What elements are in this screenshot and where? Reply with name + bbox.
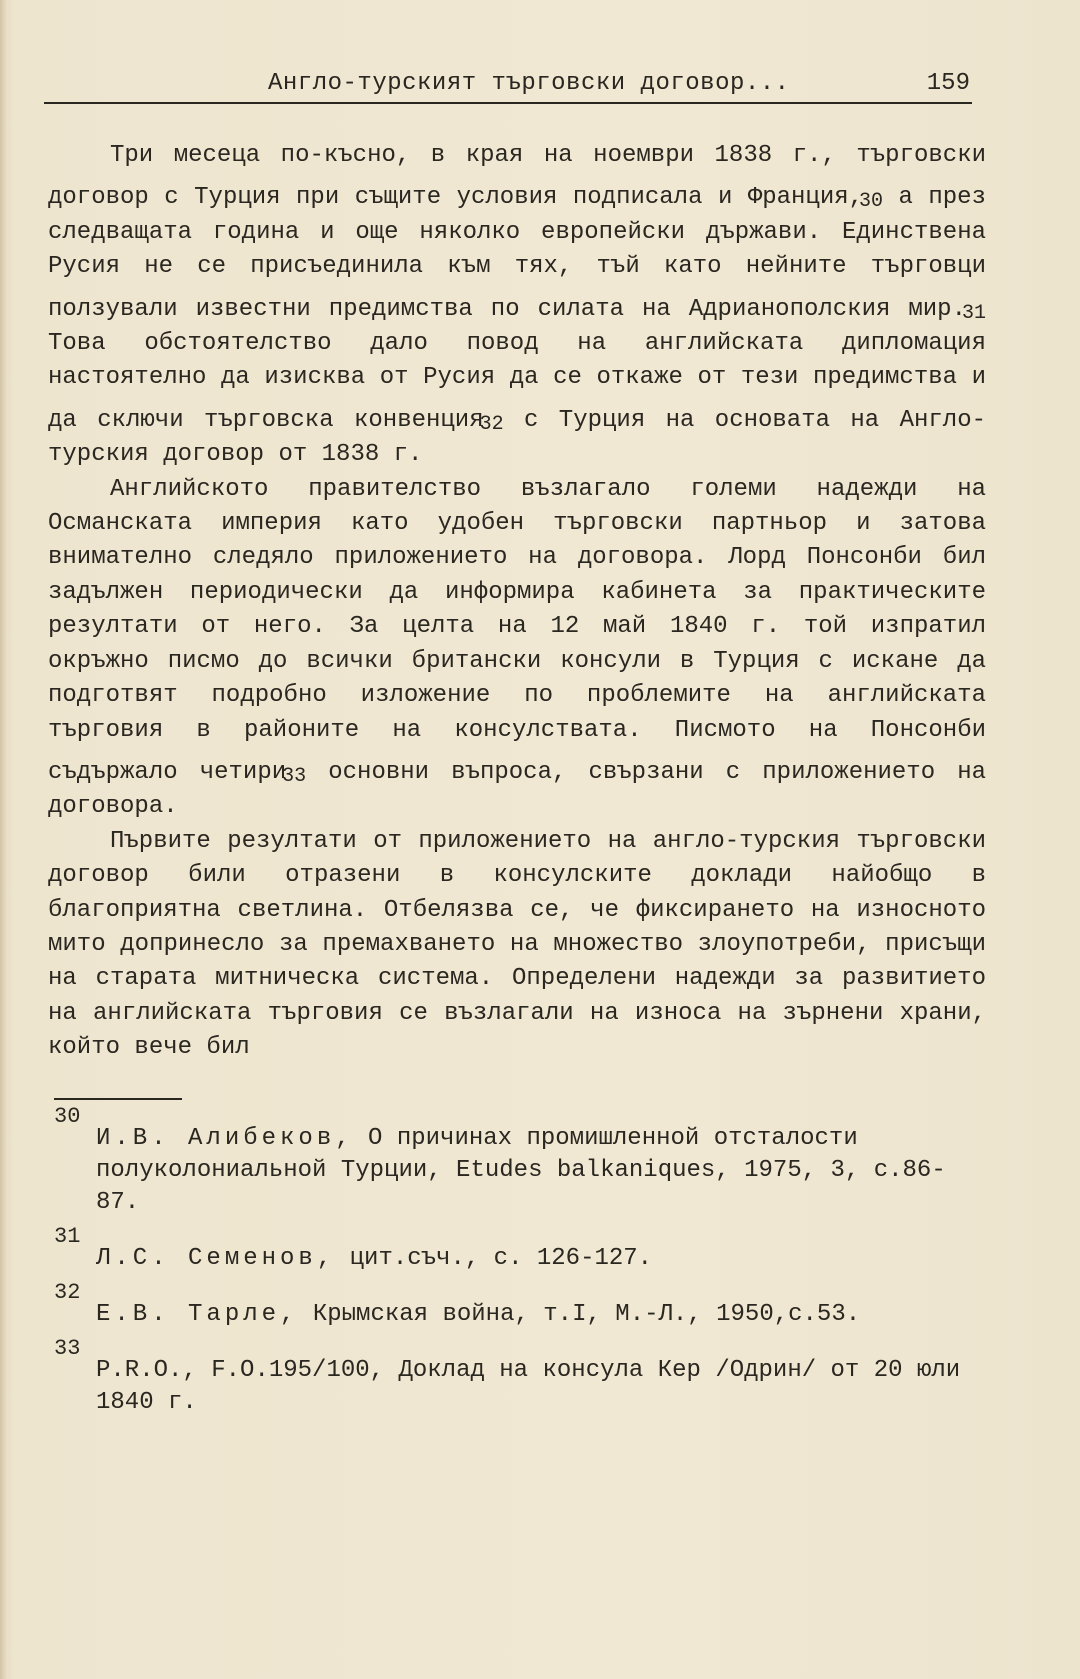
footnote-text <box>54 1243 974 1275</box>
footnote-author: Л.С. Семенов, <box>96 1245 336 1272</box>
text-run: Това обстоятелство дало повод на английската дипломация настоятелно да изисква от Русия да се откаже от тези предимства и да сключи търговска конвенция <box>48 330 986 434</box>
body-text <box>48 139 986 1066</box>
paragraph <box>48 139 986 473</box>
text-run: а през следващата година и още няколко европейски държави. Единствена Русия не се присъединила към тях, тъй като нейните търговци ползували известни предимства по силата на Адрианополския мир. <box>48 184 986 323</box>
footnote-divider <box>54 1098 182 1100</box>
running-title: Англо-турският търговски договор... <box>268 70 790 97</box>
footnote <box>54 1281 974 1331</box>
text-run: Първите резултати от приложението на англо-турския търговски договор били отразени в консулските доклади найобщо в благоприятна светлина. Отбелязва се, че фиксирането на износното мито допринесло за премахването на множество злоупотреби, присъщи на старата митническа система. Определени надежди за развитието на английската търговия се възлагали на износа на зърнени храни, който вече бил <box>48 827 986 1062</box>
text-run: с Турция на основата на Англо-турския договор от 1838 г. <box>48 406 986 469</box>
footnote-text <box>54 1123 974 1219</box>
page-header <box>44 68 972 104</box>
footnote-text <box>54 1299 974 1331</box>
footnote-ref: 31 <box>961 301 986 325</box>
footnote-number: 32 <box>54 1280 81 1305</box>
footnote-author: Е.В. Тарле, <box>96 1301 299 1328</box>
footnote-body: Крымская война, т.I, М.-Л., 1950,с.53. <box>298 1301 861 1328</box>
footnote-number: 33 <box>54 1336 81 1361</box>
footnote-number: 31 <box>54 1224 81 1249</box>
footnote-author: P.R.O., <box>96 1357 197 1384</box>
footnote-ref: 32 <box>479 412 504 436</box>
page-number: 159 <box>926 70 970 97</box>
footnote-author: И.В. Алибеков, <box>96 1125 354 1152</box>
footnote <box>54 1105 974 1219</box>
footnote-body: F.O.195/100, Доклад на консула Кер /Одрин/ от 20 юли 1840 г. <box>96 1357 961 1416</box>
paragraph <box>48 825 986 1066</box>
page-edge-shadow <box>0 0 6 1679</box>
paragraph <box>48 473 986 825</box>
footnote-body: цит.съч., с. 126-127. <box>335 1245 653 1272</box>
text-run: основни въпроса, свързани с приложението на договора. <box>48 758 987 821</box>
footnotes <box>54 1105 974 1425</box>
text-run: Три месеца по-късно, в края на ноември 1838 г., търговски договор с Турция при същите условия подписала и Франция, <box>48 142 986 212</box>
footnote-text <box>54 1355 974 1419</box>
footnote-ref: 33 <box>282 764 307 788</box>
footnote-body: О причинах промишленной отсталости полуколониальной Турции, Etudes balkaniques, 1975, 3, с.86-87. <box>96 1125 946 1216</box>
footnote <box>54 1225 974 1275</box>
footnote <box>54 1337 974 1419</box>
footnote-ref: 30 <box>859 190 884 214</box>
footnote-number: 30 <box>54 1104 81 1129</box>
text-run: Английското правителство възлагало големи надежди на Османската империя като удобен търговски партньор и затова внимателно следяло приложението на договора. Лорд Понсонби бил задължен периодически да информира кабинета за практическите резултати от него. За целта на 12 май 1840 г. той изпратил окръжно писмо до всички британски консули в Турция с искане да подготвят подробно изложение по проблемите на английската търговия в районите на консулствата. Писмото на Понсонби съдържало четири <box>48 475 986 786</box>
